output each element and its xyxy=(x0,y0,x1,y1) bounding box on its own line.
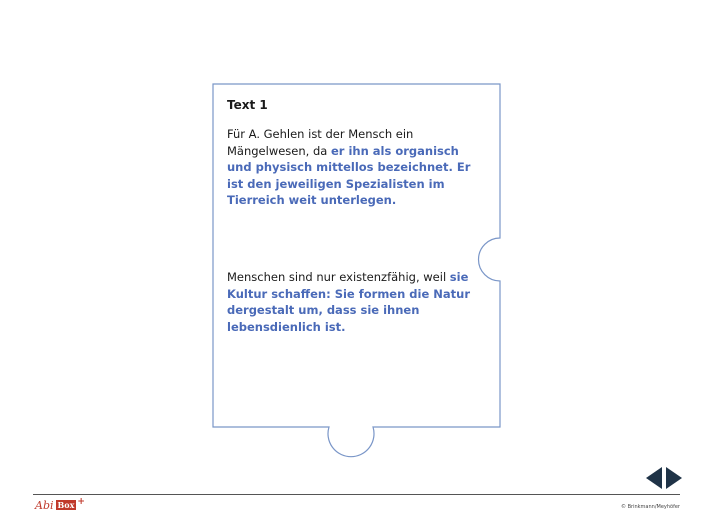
paragraph-1-text: Für A. Gehlen ist der Mensch ein Mängelwesen, da xyxy=(227,127,414,158)
paragraph-1-highlight: er ihn als organisch und physisch mittellos bezeichnet. Er ist den jeweiligen Spezialisten im Tierreich weit unterlegen. xyxy=(227,143,471,207)
next-button[interactable] xyxy=(665,467,682,489)
copyright-notice: © Brinkmann/Meyhöfer xyxy=(621,504,680,510)
paragraph-1 xyxy=(227,126,477,209)
paragraph-2-highlight: sie Kultur schaffen: Sie formen die Natur dergestalt um, dass sie ihnen lebensdienlich ist. xyxy=(227,270,471,334)
paragraph-2-text: Menschen sind nur existenzfähig, weil xyxy=(227,270,450,284)
triangle-left-icon xyxy=(646,467,662,489)
logo-plus: + xyxy=(77,497,85,507)
paragraph-2 xyxy=(227,269,477,335)
puzzle-card xyxy=(227,98,477,334)
logo-text: Abi xyxy=(35,499,54,512)
footer-divider xyxy=(33,494,680,495)
card-title: Text 1 xyxy=(227,98,268,112)
logo-box: Box xyxy=(57,500,75,510)
triangle-right-icon xyxy=(666,467,682,489)
slide-navigation xyxy=(646,467,682,489)
previous-button[interactable] xyxy=(646,467,663,489)
abibox-logo xyxy=(35,497,85,512)
